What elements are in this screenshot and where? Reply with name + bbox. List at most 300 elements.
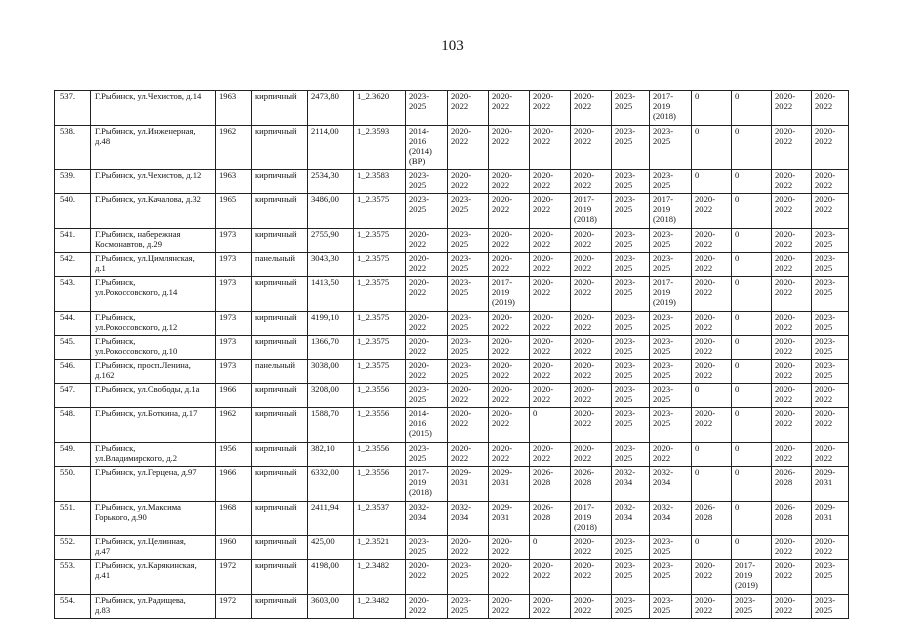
cell-row-number: 541. — [55, 229, 91, 253]
cell-term-7: 2023- 2025 — [650, 560, 692, 595]
cell-term-4: 2020- 2022 — [530, 126, 571, 170]
cell-term-7: 2023- 2025 — [650, 360, 692, 384]
cell-wall-material: кирпичный — [252, 408, 308, 443]
cell-area: 3208,00 — [308, 384, 354, 408]
cell-wall-material: кирпичный — [252, 384, 308, 408]
cell-term-2: 2020- 2022 — [448, 170, 489, 194]
cell-code: 1_2.3575 — [354, 194, 406, 229]
cell-term-7: 2023- 2025 — [650, 595, 692, 619]
cell-term-1: 2023- 2025 — [406, 536, 448, 560]
cell-year-built: 1973 — [216, 360, 252, 384]
cell-year-built: 1972 — [216, 595, 252, 619]
cell-term-2: 2023- 2025 — [448, 229, 489, 253]
cell-area: 382,10 — [308, 443, 354, 467]
cell-wall-material: панельный — [252, 360, 308, 384]
cell-term-4: 2020- 2022 — [530, 360, 571, 384]
cell-term-1: 2020- 2022 — [406, 253, 448, 277]
cell-term-11: 2020- 2022 — [812, 170, 849, 194]
cell-code: 1_2.3593 — [354, 126, 406, 170]
cell-term-3: 2020- 2022 — [489, 312, 530, 336]
cell-term-2: 2020- 2022 — [448, 91, 489, 126]
table-row — [55, 277, 849, 312]
cell-term-2: 2023- 2025 — [448, 194, 489, 229]
cell-term-2: 2023- 2025 — [448, 595, 489, 619]
table-row — [55, 312, 849, 336]
cell-term-8: 0 — [692, 170, 732, 194]
cell-term-1: 2020- 2022 — [406, 336, 448, 360]
cell-term-7: 2023- 2025 — [650, 229, 692, 253]
cell-code: 1_2.3575 — [354, 360, 406, 384]
cell-term-6: 2023- 2025 — [612, 277, 650, 312]
cell-term-2: 2020- 2022 — [448, 443, 489, 467]
cell-area: 4198,00 — [308, 560, 354, 595]
cell-row-number: 550. — [55, 467, 91, 502]
cell-term-10: 2020- 2022 — [772, 170, 812, 194]
cell-term-8: 0 — [692, 91, 732, 126]
cell-term-7: 2023- 2025 — [650, 408, 692, 443]
cell-code: 1_2.3482 — [354, 560, 406, 595]
cell-term-5: 2020- 2022 — [571, 253, 612, 277]
cell-term-5: 2020- 2022 — [571, 536, 612, 560]
cell-term-8: 2026- 2028 — [692, 502, 732, 536]
cell-term-11: 2023- 2025 — [812, 312, 849, 336]
cell-term-8: 0 — [692, 443, 732, 467]
cell-address: Г.Рыбинск, ул.Инженерная, д.48 — [91, 126, 216, 170]
cell-term-10: 2020- 2022 — [772, 312, 812, 336]
cell-area: 2473,80 — [308, 91, 354, 126]
cell-wall-material: кирпичный — [252, 536, 308, 560]
cell-term-8: 2020- 2022 — [692, 312, 732, 336]
table-row — [55, 443, 849, 467]
cell-address: Г.Рыбинск, ул.Чехистов, д.14 — [91, 91, 216, 126]
cell-term-9: 0 — [732, 408, 772, 443]
cell-code: 1_2.3521 — [354, 536, 406, 560]
cell-term-3: 2020- 2022 — [489, 170, 530, 194]
cell-term-6: 2023- 2025 — [612, 312, 650, 336]
cell-term-5: 2020- 2022 — [571, 336, 612, 360]
cell-year-built: 1973 — [216, 253, 252, 277]
cell-row-number: 553. — [55, 560, 91, 595]
cell-term-8: 2020- 2022 — [692, 560, 732, 595]
cell-term-11: 2023- 2025 — [812, 360, 849, 384]
cell-term-11: 2020- 2022 — [812, 443, 849, 467]
cell-term-4: 2020- 2022 — [530, 253, 571, 277]
cell-term-6: 2023- 2025 — [612, 229, 650, 253]
cell-term-9: 0 — [732, 384, 772, 408]
cell-code: 1_2.3556 — [354, 467, 406, 502]
cell-term-8: 2020- 2022 — [692, 253, 732, 277]
cell-area: 1413,50 — [308, 277, 354, 312]
cell-year-built: 1956 — [216, 443, 252, 467]
cell-term-1: 2020- 2022 — [406, 229, 448, 253]
cell-term-5: 2020- 2022 — [571, 277, 612, 312]
cell-area: 2755,90 — [308, 229, 354, 253]
cell-term-6: 2023- 2025 — [612, 126, 650, 170]
cell-area: 3603,00 — [308, 595, 354, 619]
cell-wall-material: кирпичный — [252, 229, 308, 253]
cell-address: Г.Рыбинск, ул.Рокоссовского, д.10 — [91, 336, 216, 360]
cell-term-5: 2017- 2019 (2018) — [571, 194, 612, 229]
cell-term-9: 0 — [732, 91, 772, 126]
cell-term-7: 2023- 2025 — [650, 170, 692, 194]
cell-term-9: 0 — [732, 360, 772, 384]
cell-wall-material: кирпичный — [252, 336, 308, 360]
cell-row-number: 547. — [55, 384, 91, 408]
cell-area: 2114,00 — [308, 126, 354, 170]
cell-term-1: 2014- 2016 (2015) — [406, 408, 448, 443]
cell-year-built: 1973 — [216, 229, 252, 253]
cell-year-built: 1973 — [216, 277, 252, 312]
cell-term-6: 2023- 2025 — [612, 408, 650, 443]
cell-address: Г.Рыбинск, ул.Карякинская, д.41 — [91, 560, 216, 595]
cell-row-number: 544. — [55, 312, 91, 336]
cell-address: Г.Рыбинск, ул.Чехистов, д.12 — [91, 170, 216, 194]
cell-wall-material: кирпичный — [252, 595, 308, 619]
cell-area: 1588,70 — [308, 408, 354, 443]
cell-term-11: 2020- 2022 — [812, 536, 849, 560]
cell-term-7: 2023- 2025 — [650, 336, 692, 360]
cell-term-10: 2020- 2022 — [772, 408, 812, 443]
cell-term-7: 2023- 2025 — [650, 536, 692, 560]
cell-term-4: 2020- 2022 — [530, 384, 571, 408]
cell-term-10: 2020- 2022 — [772, 443, 812, 467]
cell-term-7: 2023- 2025 — [650, 384, 692, 408]
cell-term-11: 2023- 2025 — [812, 336, 849, 360]
cell-term-9: 0 — [732, 502, 772, 536]
cell-term-3: 2020- 2022 — [489, 126, 530, 170]
cell-row-number: 537. — [55, 91, 91, 126]
cell-term-2: 2023- 2025 — [448, 253, 489, 277]
cell-term-2: 2023- 2025 — [448, 560, 489, 595]
table-row — [55, 126, 849, 170]
cell-wall-material: кирпичный — [252, 502, 308, 536]
cell-term-9: 0 — [732, 253, 772, 277]
cell-term-4: 2020- 2022 — [530, 443, 571, 467]
cell-term-5: 2020- 2022 — [571, 312, 612, 336]
cell-row-number: 549. — [55, 443, 91, 467]
cell-row-number: 540. — [55, 194, 91, 229]
cell-address: Г.Рыбинск, ул.Качалова, д.32 — [91, 194, 216, 229]
cell-term-5: 2020- 2022 — [571, 560, 612, 595]
cell-wall-material: кирпичный — [252, 91, 308, 126]
cell-term-4: 2026- 2028 — [530, 502, 571, 536]
cell-term-7: 2032- 2034 — [650, 467, 692, 502]
cell-year-built: 1973 — [216, 312, 252, 336]
cell-term-10: 2026- 2028 — [772, 502, 812, 536]
cell-term-8: 2020- 2022 — [692, 277, 732, 312]
cell-term-1: 2020- 2022 — [406, 312, 448, 336]
table-row — [55, 502, 849, 536]
cell-term-3: 2020- 2022 — [489, 91, 530, 126]
cell-year-built: 1973 — [216, 336, 252, 360]
cell-term-10: 2020- 2022 — [772, 126, 812, 170]
cell-term-8: 2020- 2022 — [692, 229, 732, 253]
cell-term-4: 2020- 2022 — [530, 312, 571, 336]
cell-term-8: 0 — [692, 126, 732, 170]
cell-row-number: 546. — [55, 360, 91, 384]
cell-term-2: 2023- 2025 — [448, 277, 489, 312]
cell-term-5: 2020- 2022 — [571, 443, 612, 467]
cell-term-1: 2023- 2025 — [406, 91, 448, 126]
cell-area: 3486,00 — [308, 194, 354, 229]
housing-register-table — [54, 90, 849, 619]
cell-year-built: 1963 — [216, 170, 252, 194]
cell-term-4: 2020- 2022 — [530, 91, 571, 126]
cell-term-9: 0 — [732, 536, 772, 560]
cell-term-11: 2023- 2025 — [812, 229, 849, 253]
cell-code: 1_2.3556 — [354, 384, 406, 408]
cell-term-10: 2020- 2022 — [772, 595, 812, 619]
cell-address: Г.Рыбинск, ул.Целинная, д.47 — [91, 536, 216, 560]
cell-term-1: 2020- 2022 — [406, 360, 448, 384]
cell-term-5: 2017- 2019 (2018) — [571, 502, 612, 536]
cell-year-built: 1960 — [216, 536, 252, 560]
cell-term-5: 2020- 2022 — [571, 126, 612, 170]
cell-area: 6332,00 — [308, 467, 354, 502]
cell-term-7: 2017- 2019 (2018) — [650, 194, 692, 229]
cell-term-3: 2020- 2022 — [489, 595, 530, 619]
cell-term-1: 2023- 2025 — [406, 384, 448, 408]
cell-term-10: 2020- 2022 — [772, 360, 812, 384]
cell-term-11: 2020- 2022 — [812, 384, 849, 408]
table-row — [55, 467, 849, 502]
cell-term-4: 2020- 2022 — [530, 194, 571, 229]
cell-wall-material: кирпичный — [252, 277, 308, 312]
cell-term-3: 2020- 2022 — [489, 560, 530, 595]
cell-term-9: 2023- 2025 — [732, 595, 772, 619]
cell-term-7: 2023- 2025 — [650, 312, 692, 336]
cell-term-11: 2023- 2025 — [812, 277, 849, 312]
cell-term-8: 2020- 2022 — [692, 408, 732, 443]
cell-term-4: 2020- 2022 — [530, 170, 571, 194]
cell-area: 1366,70 — [308, 336, 354, 360]
cell-row-number: 554. — [55, 595, 91, 619]
cell-term-2: 2032- 2034 — [448, 502, 489, 536]
cell-address: Г.Рыбинск, ул.Радищева, д.83 — [91, 595, 216, 619]
cell-term-1: 2023- 2025 — [406, 443, 448, 467]
cell-term-9: 2017- 2019 (2019) — [732, 560, 772, 595]
cell-term-5: 2020- 2022 — [571, 170, 612, 194]
cell-term-7: 2032- 2034 — [650, 502, 692, 536]
cell-term-2: 2023- 2025 — [448, 336, 489, 360]
cell-code: 1_2.3537 — [354, 502, 406, 536]
cell-term-3: 2029- 2031 — [489, 467, 530, 502]
cell-address: Г.Рыбинск, ул.Герцена, д.97 — [91, 467, 216, 502]
cell-term-5: 2020- 2022 — [571, 408, 612, 443]
cell-year-built: 1966 — [216, 384, 252, 408]
cell-term-10: 2026- 2028 — [772, 467, 812, 502]
cell-code: 1_2.3575 — [354, 336, 406, 360]
cell-term-10: 2020- 2022 — [772, 384, 812, 408]
cell-area: 3038,00 — [308, 360, 354, 384]
cell-term-6: 2023- 2025 — [612, 443, 650, 467]
cell-term-5: 2020- 2022 — [571, 595, 612, 619]
page-number: 103 — [441, 38, 464, 54]
cell-term-9: 0 — [732, 229, 772, 253]
cell-term-5: 2020- 2022 — [571, 360, 612, 384]
cell-term-8: 2020- 2022 — [692, 360, 732, 384]
cell-term-11: 2020- 2022 — [812, 91, 849, 126]
cell-address: Г.Рыбинск, ул.Максима Горького, д.90 — [91, 502, 216, 536]
cell-code: 1_2.3575 — [354, 253, 406, 277]
cell-term-11: 2020- 2022 — [812, 408, 849, 443]
cell-term-5: 2020- 2022 — [571, 384, 612, 408]
cell-term-11: 2020- 2022 — [812, 194, 849, 229]
cell-term-11: 2029- 2031 — [812, 467, 849, 502]
table-row — [55, 170, 849, 194]
cell-row-number: 543. — [55, 277, 91, 312]
cell-term-7: 2020- 2022 — [650, 443, 692, 467]
cell-row-number: 538. — [55, 126, 91, 170]
cell-term-8: 0 — [692, 467, 732, 502]
table-row — [55, 336, 849, 360]
cell-term-1: 2023- 2025 — [406, 170, 448, 194]
cell-term-3: 2020- 2022 — [489, 536, 530, 560]
table-row — [55, 408, 849, 443]
cell-year-built: 1963 — [216, 91, 252, 126]
cell-term-6: 2023- 2025 — [612, 536, 650, 560]
cell-term-3: 2020- 2022 — [489, 229, 530, 253]
cell-term-9: 0 — [732, 194, 772, 229]
cell-term-8: 2020- 2022 — [692, 595, 732, 619]
cell-term-4: 2020- 2022 — [530, 229, 571, 253]
cell-term-2: 2020- 2022 — [448, 536, 489, 560]
cell-area: 2534,30 — [308, 170, 354, 194]
table-row — [55, 560, 849, 595]
cell-term-10: 2020- 2022 — [772, 253, 812, 277]
cell-term-5: 2026- 2028 — [571, 467, 612, 502]
cell-term-3: 2020- 2022 — [489, 384, 530, 408]
cell-term-1: 2020- 2022 — [406, 277, 448, 312]
cell-term-10: 2020- 2022 — [772, 194, 812, 229]
cell-term-6: 2023- 2025 — [612, 170, 650, 194]
cell-term-1: 2023- 2025 — [406, 194, 448, 229]
cell-code: 1_2.3556 — [354, 443, 406, 467]
cell-term-6: 2032- 2034 — [612, 502, 650, 536]
table-row — [55, 253, 849, 277]
table-row — [55, 384, 849, 408]
cell-address: Г.Рыбинск, набережная Космонавтов, д.29 — [91, 229, 216, 253]
cell-address: Г.Рыбинск, ул.Свободы, д.1а — [91, 384, 216, 408]
cell-term-7: 2023- 2025 — [650, 253, 692, 277]
cell-code: 1_2.3575 — [354, 312, 406, 336]
cell-term-3: 2029- 2031 — [489, 502, 530, 536]
cell-code: 1_2.3482 — [354, 595, 406, 619]
cell-term-3: 2020- 2022 — [489, 194, 530, 229]
cell-year-built: 1965 — [216, 194, 252, 229]
cell-term-10: 2020- 2022 — [772, 336, 812, 360]
cell-term-2: 2023- 2025 — [448, 312, 489, 336]
table-row — [55, 229, 849, 253]
cell-term-11: 2020- 2022 — [812, 126, 849, 170]
cell-address: Г.Рыбинск, ул.Боткина, д.17 — [91, 408, 216, 443]
cell-code: 1_2.3583 — [354, 170, 406, 194]
cell-term-7: 2017- 2019 (2019) — [650, 277, 692, 312]
cell-row-number: 551. — [55, 502, 91, 536]
cell-term-11: 2023- 2025 — [812, 253, 849, 277]
cell-term-10: 2020- 2022 — [772, 91, 812, 126]
cell-row-number: 545. — [55, 336, 91, 360]
cell-term-3: 2020- 2022 — [489, 336, 530, 360]
cell-term-3: 2020- 2022 — [489, 443, 530, 467]
cell-area: 425,00 — [308, 536, 354, 560]
cell-address: Г.Рыбинск, просп.Ленина, д.162 — [91, 360, 216, 384]
cell-term-6: 2032- 2034 — [612, 467, 650, 502]
cell-term-10: 2020- 2022 — [772, 560, 812, 595]
cell-term-9: 0 — [732, 126, 772, 170]
cell-term-2: 2029- 2031 — [448, 467, 489, 502]
cell-term-4: 2026- 2028 — [530, 467, 571, 502]
cell-code: 1_2.3575 — [354, 229, 406, 253]
cell-term-6: 2023- 2025 — [612, 91, 650, 126]
cell-term-4: 0 — [530, 536, 571, 560]
cell-term-8: 2020- 2022 — [692, 194, 732, 229]
cell-term-7: 2017- 2019 (2018) — [650, 91, 692, 126]
cell-term-10: 2020- 2022 — [772, 229, 812, 253]
cell-term-1: 2014- 2016 (2014) (ВР) — [406, 126, 448, 170]
cell-year-built: 1962 — [216, 126, 252, 170]
cell-wall-material: кирпичный — [252, 312, 308, 336]
cell-term-11: 2023- 2025 — [812, 560, 849, 595]
cell-address: Г.Рыбинск, ул.Рокоссовского, д.14 — [91, 277, 216, 312]
table-row — [55, 536, 849, 560]
cell-term-10: 2020- 2022 — [772, 536, 812, 560]
cell-code: 1_2.3620 — [354, 91, 406, 126]
cell-wall-material: кирпичный — [252, 443, 308, 467]
cell-term-5: 2020- 2022 — [571, 229, 612, 253]
cell-term-3: 2020- 2022 — [489, 253, 530, 277]
table-row — [55, 360, 849, 384]
cell-term-9: 0 — [732, 277, 772, 312]
cell-code: 1_2.3575 — [354, 277, 406, 312]
cell-term-1: 2017- 2019 (2018) — [406, 467, 448, 502]
cell-term-4: 2020- 2022 — [530, 595, 571, 619]
cell-term-7: 2023- 2025 — [650, 126, 692, 170]
cell-term-4: 2020- 2022 — [530, 560, 571, 595]
cell-row-number: 548. — [55, 408, 91, 443]
cell-term-2: 2023- 2025 — [448, 360, 489, 384]
cell-term-6: 2023- 2025 — [612, 194, 650, 229]
cell-term-9: 0 — [732, 467, 772, 502]
table-row — [55, 194, 849, 229]
cell-term-5: 2020- 2022 — [571, 91, 612, 126]
cell-term-2: 2020- 2022 — [448, 126, 489, 170]
cell-term-3: 2020- 2022 — [489, 360, 530, 384]
cell-wall-material: кирпичный — [252, 126, 308, 170]
cell-term-3: 2020- 2022 — [489, 408, 530, 443]
cell-term-2: 2020- 2022 — [448, 384, 489, 408]
cell-term-8: 2020- 2022 — [692, 336, 732, 360]
cell-term-6: 2023- 2025 — [612, 336, 650, 360]
cell-term-2: 2020- 2022 — [448, 408, 489, 443]
cell-row-number: 539. — [55, 170, 91, 194]
cell-wall-material: кирпичный — [252, 194, 308, 229]
cell-row-number: 542. — [55, 253, 91, 277]
table-row — [55, 91, 849, 126]
cell-term-6: 2023- 2025 — [612, 253, 650, 277]
cell-term-8: 0 — [692, 536, 732, 560]
cell-term-10: 2020- 2022 — [772, 277, 812, 312]
table-body — [55, 91, 849, 619]
cell-term-6: 2023- 2025 — [612, 384, 650, 408]
cell-term-1: 2020- 2022 — [406, 560, 448, 595]
cell-area: 2411,94 — [308, 502, 354, 536]
cell-term-9: 0 — [732, 336, 772, 360]
cell-term-6: 2023- 2025 — [612, 360, 650, 384]
cell-wall-material: панельный — [252, 253, 308, 277]
cell-term-9: 0 — [732, 443, 772, 467]
cell-year-built: 1972 — [216, 560, 252, 595]
